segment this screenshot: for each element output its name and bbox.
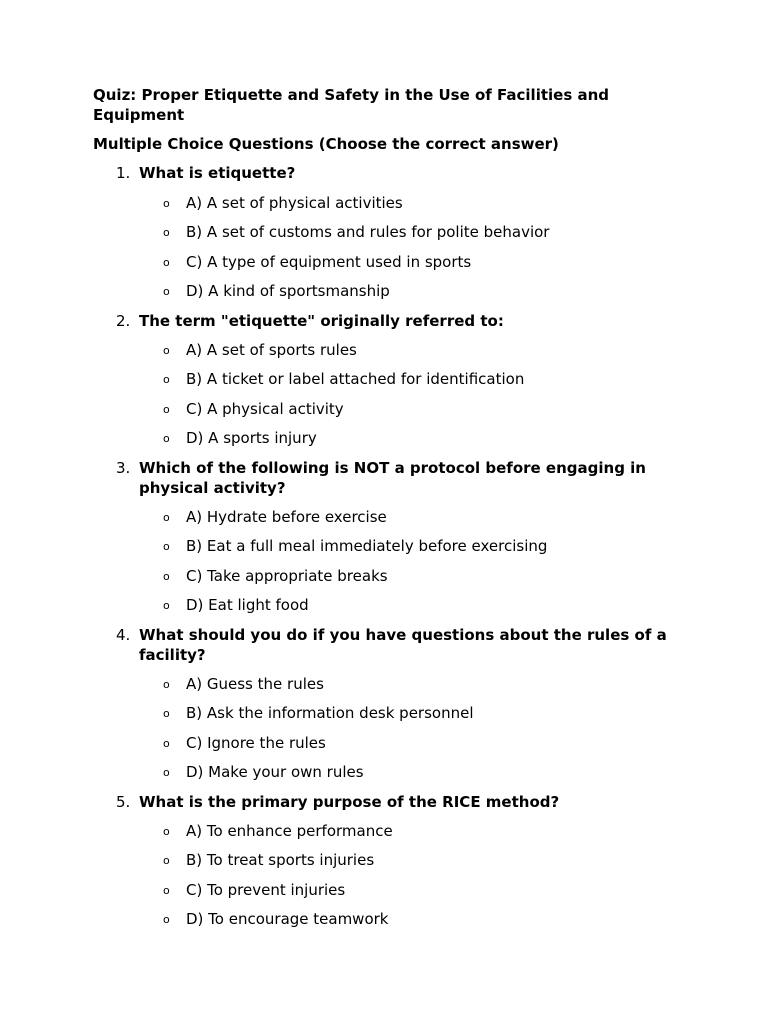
option-5c (163, 881, 345, 901)
question-1 (116, 164, 676, 184)
question-5 (116, 793, 676, 813)
question-text: What is the primary purpose of the RICE method? (139, 793, 560, 811)
option-text: D) Eat light food (186, 596, 309, 614)
option-1c (163, 253, 471, 273)
option-3b (163, 537, 547, 557)
option-1d (163, 282, 390, 302)
bullet-icon: o (163, 884, 170, 897)
question-text: What should you do if you have questions about the rules of a facility? (139, 626, 667, 664)
option-text: B) To treat sports injuries (186, 851, 375, 869)
bullet-icon: o (163, 599, 170, 612)
question-number: 1. (116, 164, 131, 182)
option-text: D) To encourage teamwork (186, 910, 389, 928)
option-4b (163, 704, 474, 724)
option-5a (163, 822, 393, 842)
bullet-icon: o (163, 678, 170, 691)
bullet-icon: o (163, 226, 170, 239)
option-text: B) A ticket or label attached for identification (186, 370, 525, 388)
option-text: A) A set of physical activities (186, 194, 403, 212)
bullet-icon: o (163, 913, 170, 926)
option-text: B) A set of customs and rules for polite behavior (186, 223, 550, 241)
option-text: C) Ignore the rules (186, 734, 326, 752)
question-text: What is etiquette? (139, 164, 296, 182)
question-text: Which of the following is NOT a protocol before engaging in physical activity? (139, 459, 646, 497)
bullet-icon: o (163, 570, 170, 583)
bullet-icon: o (163, 707, 170, 720)
option-3a (163, 508, 387, 528)
option-text: A) Guess the rules (186, 675, 324, 693)
option-text: D) A kind of sportsmanship (186, 282, 390, 300)
option-text: C) A type of equipment used in sports (186, 253, 472, 271)
bullet-icon: o (163, 256, 170, 269)
option-4a (163, 675, 324, 695)
question-number: 2. (116, 312, 131, 330)
option-text: A) A set of sports rules (186, 341, 357, 359)
question-3 (116, 459, 676, 498)
option-3d (163, 596, 309, 616)
option-2a (163, 341, 357, 361)
option-text: D) A sports injury (186, 429, 317, 447)
option-2d (163, 429, 317, 449)
question-number: 5. (116, 793, 131, 811)
option-5b (163, 851, 374, 871)
option-3c (163, 567, 388, 587)
option-text: C) To prevent injuries (186, 881, 346, 899)
bullet-icon: o (163, 403, 170, 416)
bullet-icon: o (163, 737, 170, 750)
bullet-icon: o (163, 373, 170, 386)
question-number: 4. (116, 626, 131, 644)
bullet-icon: o (163, 540, 170, 553)
quiz-title: Quiz: Proper Etiquette and Safety in the Use of Facilities and Equipment (93, 86, 610, 124)
section-heading: Multiple Choice Questions (Choose the correct answer) (93, 135, 559, 153)
option-5d (163, 910, 389, 930)
option-text: C) A physical activity (186, 400, 344, 418)
bullet-icon: o (163, 511, 170, 524)
bullet-icon: o (163, 854, 170, 867)
option-text: D) Make your own rules (186, 763, 364, 781)
option-text: A) To enhance performance (186, 822, 393, 840)
option-text: A) Hydrate before exercise (186, 508, 387, 526)
bullet-icon: o (163, 344, 170, 357)
option-1a (163, 194, 403, 214)
option-1b (163, 223, 549, 243)
option-text: B) Ask the information desk personnel (186, 704, 474, 722)
bullet-icon: o (163, 766, 170, 779)
option-4c (163, 734, 326, 754)
question-text: The term "etiquette" originally referred to: (139, 312, 504, 330)
option-2c (163, 400, 344, 420)
option-4d (163, 763, 364, 783)
bullet-icon: o (163, 432, 170, 445)
question-4 (116, 626, 676, 665)
option-2b (163, 370, 524, 390)
question-2 (116, 312, 676, 332)
bullet-icon: o (163, 285, 170, 298)
bullet-icon: o (163, 197, 170, 210)
option-text: B) Eat a full meal immediately before exercising (186, 537, 548, 555)
question-number: 3. (116, 459, 131, 477)
bullet-icon: o (163, 825, 170, 838)
option-text: C) Take appropriate breaks (186, 567, 388, 585)
